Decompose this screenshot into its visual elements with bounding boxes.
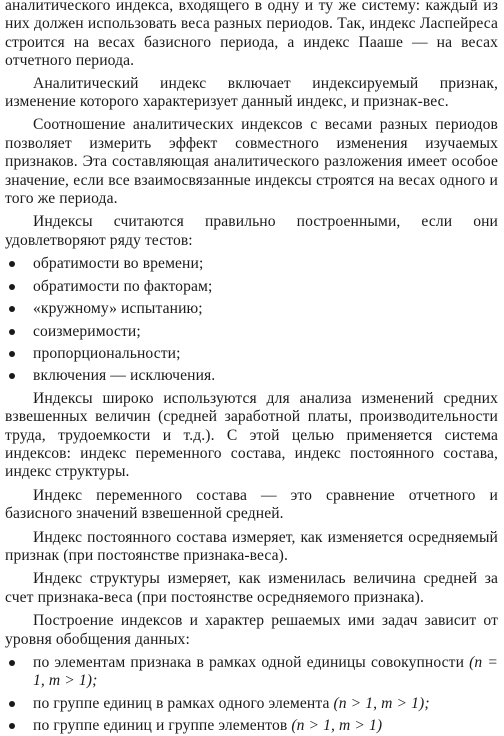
paragraph-weights-ratio: Соотношение аналитических индексов с весами разных периодов позволяет измерить эффект совместного изменения изучаемых признаков. Эта составляющая аналитического разложения имеет особое значение, если все взаимосвязанные индексы строятся на весах одного и того же периода. xyxy=(5,116,498,208)
list-item-formula: (n = 1, m > 1); xyxy=(33,654,498,690)
paragraph-constant-composition: Индекс постоянного состава измеряет, как изменяется осредняемый признак (при постоянстве признака-веса). xyxy=(5,528,498,564)
tests-list xyxy=(5,255,498,385)
list-item xyxy=(5,654,498,691)
list-item-text: соизмеримости; xyxy=(33,322,141,340)
bullet-icon xyxy=(9,284,15,290)
list-item xyxy=(5,367,498,385)
paragraph-analytic-index: Аналитический индекс включает индексируемый признак, изменение которого характеризует данный индекс, и признак-вес. xyxy=(5,74,498,111)
list-item-text: по группе единиц в рамках одного элемента xyxy=(33,694,334,712)
list-item-text: пропорциональности; xyxy=(33,344,181,362)
list-item-text: обратимости во времени; xyxy=(33,255,204,273)
list-item xyxy=(5,345,498,363)
list-item-formula: (n > 1, m > 1) xyxy=(291,717,383,735)
list-item-text: по группе единиц и группе элементов xyxy=(33,717,292,735)
list-item xyxy=(5,255,498,273)
paragraph-continuation: аналитического индекса, входящего в одну и ту же систему: каждый из них должен использовать веса разных периодов. Так, индекс Ласпейреса строится на весах базисного периода, а индекс Пааше — на весах отчетного периода. xyxy=(5,0,498,70)
list-item-text: обратимости по факторам; xyxy=(33,277,213,295)
list-item-text: по элементам признака в рамках одной единицы совокупности xyxy=(33,654,470,671)
bullet-icon xyxy=(9,701,15,707)
paragraph-tests-intro: Индексы считаются правильно построенными, если они удовлетворяют ряду тестов: xyxy=(5,213,498,249)
list-item-formula: (n > 1, m > 1); xyxy=(333,694,430,712)
bullet-icon xyxy=(9,660,15,666)
list-item xyxy=(5,323,498,341)
bullet-icon xyxy=(9,329,15,335)
bullet-icon xyxy=(9,373,15,379)
bullet-icon xyxy=(9,723,15,729)
bullet-icon xyxy=(9,306,15,312)
list-item xyxy=(5,278,498,296)
list-item xyxy=(5,695,498,713)
list-item-text: «кружному» испытанию; xyxy=(33,300,203,318)
bullet-icon xyxy=(9,351,15,357)
paragraph-variable-composition: Индекс переменного состава — это сравнение отчетного и базисного значений взвешенной средней. xyxy=(5,486,498,523)
list-item xyxy=(5,300,498,318)
paragraph-levels-intro: Построение индексов и характер решаемых ими задач зависит от уровня обобщения данных: xyxy=(5,612,498,648)
bullet-icon xyxy=(9,261,15,267)
list-item xyxy=(5,717,498,735)
list-item-text: включения — исключения. xyxy=(33,367,216,385)
levels-list xyxy=(5,654,498,736)
paragraph-structure-index: Индекс структуры измеряет, как изменилась величина средней за счет признака-веса (при постоянстве осредняемого признака). xyxy=(5,570,498,606)
paragraph-index-usage: Индексы широко используются для анализа изменений средних взвешенных величин (средней заработной платы, производительности труда, трудоемкости и т.д.). С этой целью применяется система индексов: индекс переменного состава, индекс постоянного состава, индекс структуры. xyxy=(5,389,498,481)
